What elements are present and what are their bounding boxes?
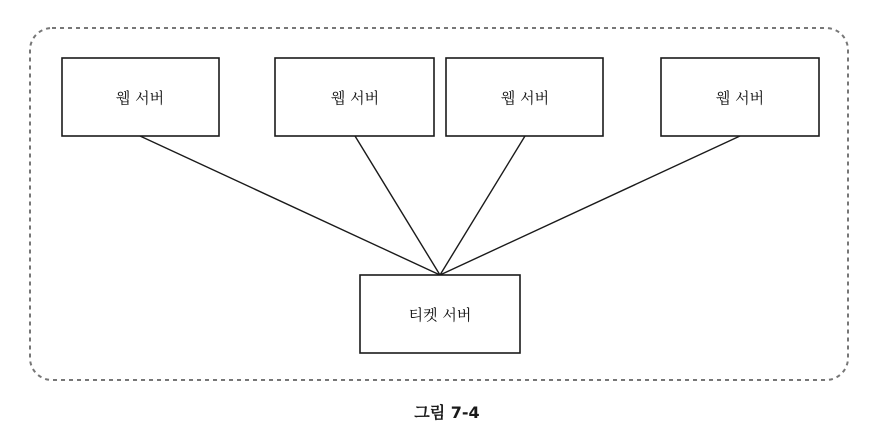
web-server-label: 웹 서버 (500, 89, 550, 107)
web-server-label: 웹 서버 (715, 89, 765, 107)
connector-web-server-4 (440, 136, 740, 275)
web-server-label: 웹 서버 (330, 89, 380, 107)
web-server-node (446, 58, 603, 136)
web-server-node (62, 58, 219, 136)
web-server-node (275, 58, 434, 136)
connector-web-server-3 (440, 136, 525, 275)
ticket-server-label: 티켓 서버 (408, 306, 472, 324)
connector-web-server-2 (355, 136, 440, 275)
figure-caption: 그림 7-4 (414, 403, 480, 422)
ticket-server-node (360, 275, 520, 353)
connector-web-server-1 (140, 136, 440, 275)
web-server-label: 웹 서버 (115, 89, 165, 107)
web-server-node (661, 58, 819, 136)
